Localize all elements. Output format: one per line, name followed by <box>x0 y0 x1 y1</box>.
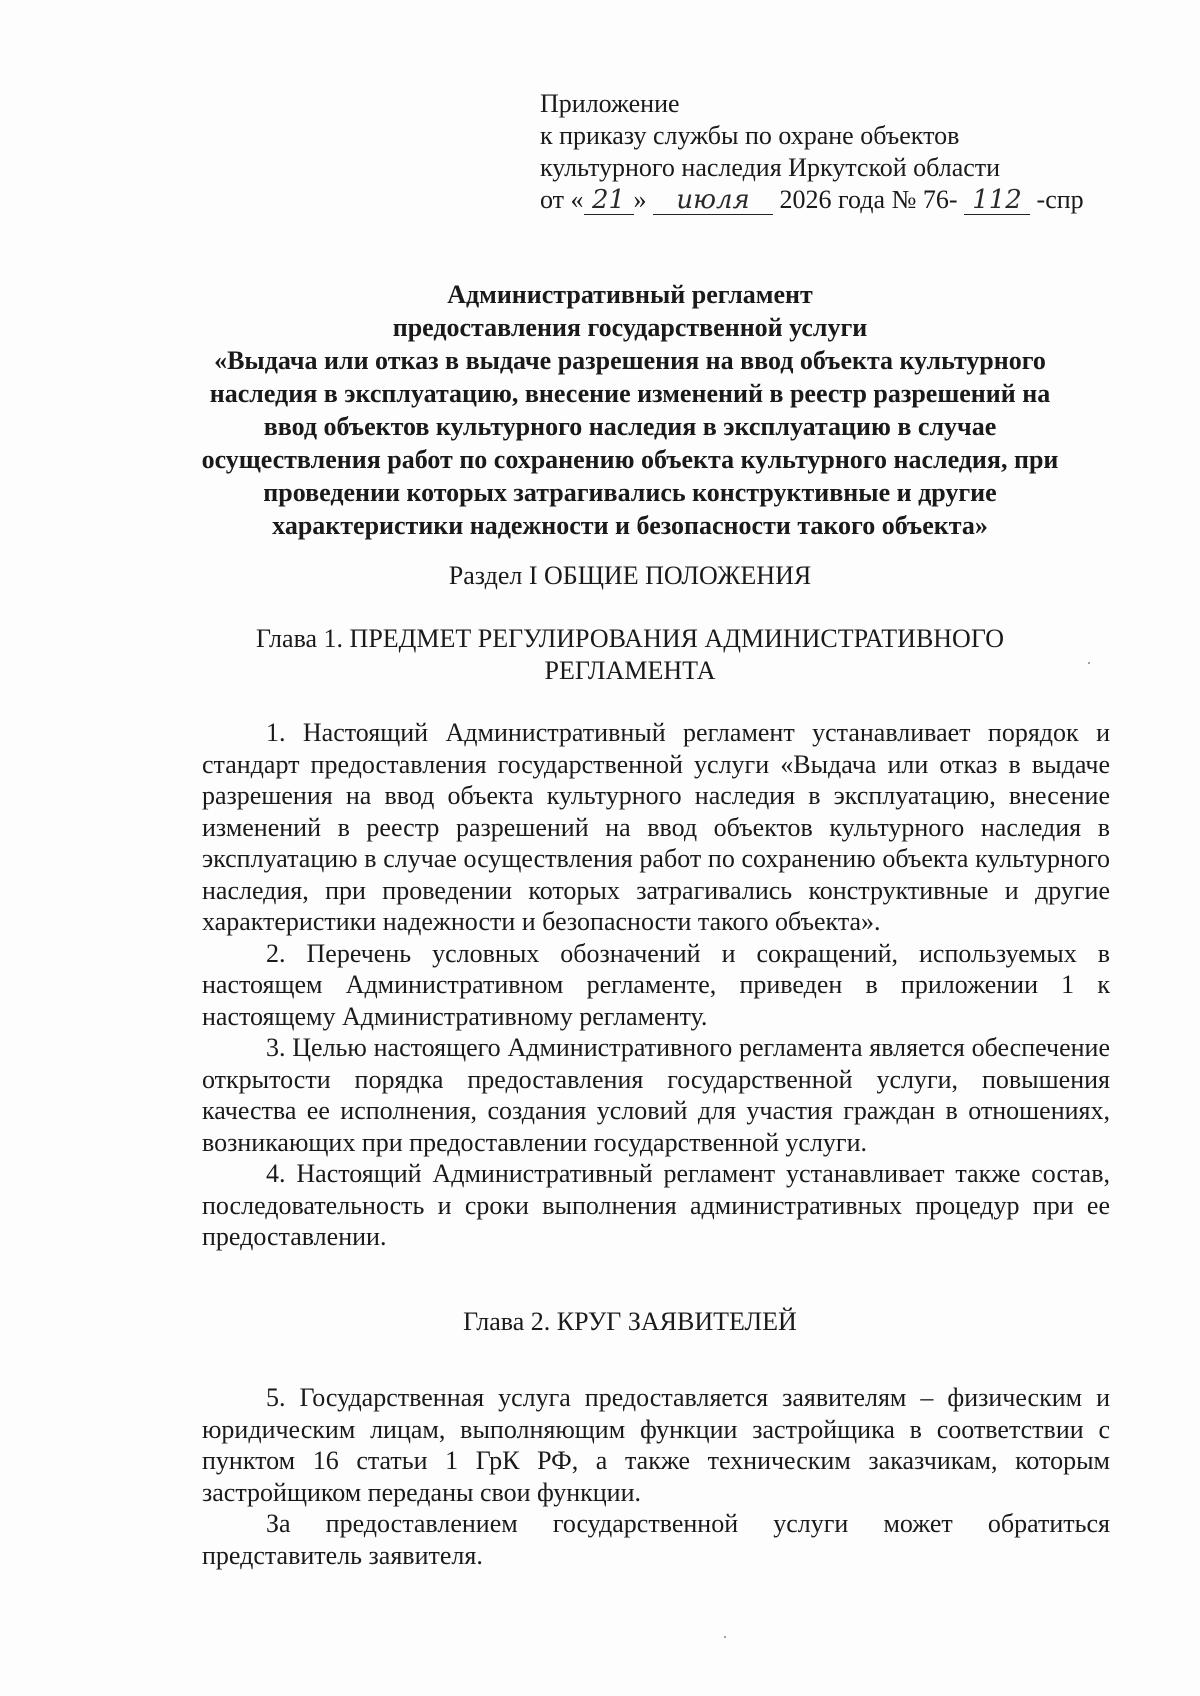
paragraph-5: 5. Государственная услуга предоставляется заявителям – физическим и юридическим лицам, выполняющим функции застройщика в соответствии с пунктом 16 статьи 1 ГрК РФ, а также техническим заказчикам, которым застройщиком переданы свои функции. <box>202 1383 1110 1507</box>
chapter-1-heading-line-2: РЕГЛАМЕНТА <box>544 656 716 685</box>
title-line-5: ввод объектов культурного наследия в эксплуатацию в случае <box>263 412 997 441</box>
title-line-3: «Выдача или отказ в выдаче разрешения на ввод объекта культурного <box>214 346 1046 375</box>
paragraph-4: 4. Настоящий Административный регламент устанавливает также состав, последовательность и сроки выполнения административных процедур при ее предоставлении. <box>202 1159 1110 1251</box>
title-line-6: осуществления работ по сохранению объекта культурного наследия, при <box>201 445 1059 474</box>
paragraph-6: За предоставлением государственной услуги может обратиться представитель заявителя. <box>202 1509 1110 1570</box>
chapter-2-body <box>202 1382 1110 1571</box>
title-line-1: Административный регламент <box>447 280 813 309</box>
title-line-8: характеристики надежности и безопасности такого объекта» <box>272 511 988 540</box>
paragraph-2: 2. Перечень условных обозначений и сокращений, используемых в настоящем Административном регламенте, приведен в приложении 1 к настоящему Административному регламенту. <box>202 938 1110 1031</box>
approval-line-2: к приказу службы по охране объектов <box>540 121 960 150</box>
scan-speck <box>1088 662 1090 664</box>
chapter-1-heading-line-1: Глава 1. ПРЕДМЕТ РЕГУЛИРОВАНИЯ АДМИНИСТРАТИВНОГО <box>255 624 1004 653</box>
title-line-2: предоставления государственной услуги <box>392 313 868 342</box>
section-heading: Раздел I ОБЩИЕ ПОЛОЖЕНИЯ <box>448 561 812 590</box>
title-line-7: проведении которых затрагивались конструктивные и другие <box>263 478 997 507</box>
approval-block <box>540 88 1120 216</box>
scan-speck <box>724 1636 726 1638</box>
handwritten-number: 112 <box>964 186 1030 215</box>
chapter-2-heading: Глава 2. КРУГ ЗАЯВИТЕЛЕЙ <box>463 1307 797 1336</box>
approval-line-3: культурного наследия Иркутской области <box>540 153 1001 182</box>
paragraph-1: 1. Настоящий Административный регламент устанавливает порядок и стандарт предоставления государственной услуги «Выдача или отказ в выдаче разрешения на ввод объекта культурного наследия в эксплуатацию, внесение изменений в реестр разрешений на ввод объектов культурного наследия в эксплуатацию в случае осуществления работ по сохранению объекта культурного наследия, при проведении которых затрагивались конструктивные и другие характеристики надежности и безопасности такого объекта». <box>202 718 1110 936</box>
chapter-1-body <box>202 717 1110 1253</box>
document-title <box>190 278 1070 542</box>
chapter-1-heading <box>190 623 1070 687</box>
year-text: 2026 года № 76- <box>779 185 958 214</box>
date-mid: » <box>633 185 647 214</box>
paragraph-3: 3. Целью настоящего Административного регламента является обеспечение открытости порядка предоставления государственной услуги, повышения качества ее исполнения, создания условий для участия граждан в отношениях, возникающих при предоставлении государственной услуги. <box>202 1033 1110 1157</box>
approval-line-1: Приложение <box>540 89 680 118</box>
handwritten-day: 21 <box>584 186 634 215</box>
handwritten-month: июля <box>653 186 773 215</box>
approval-date-line <box>540 184 1120 216</box>
date-prefix: от « <box>540 185 584 214</box>
number-suffix: -спр <box>1036 185 1084 214</box>
title-line-4: наследия в эксплуатацию, внесение изменений в реестр разрешений на <box>209 379 1051 408</box>
